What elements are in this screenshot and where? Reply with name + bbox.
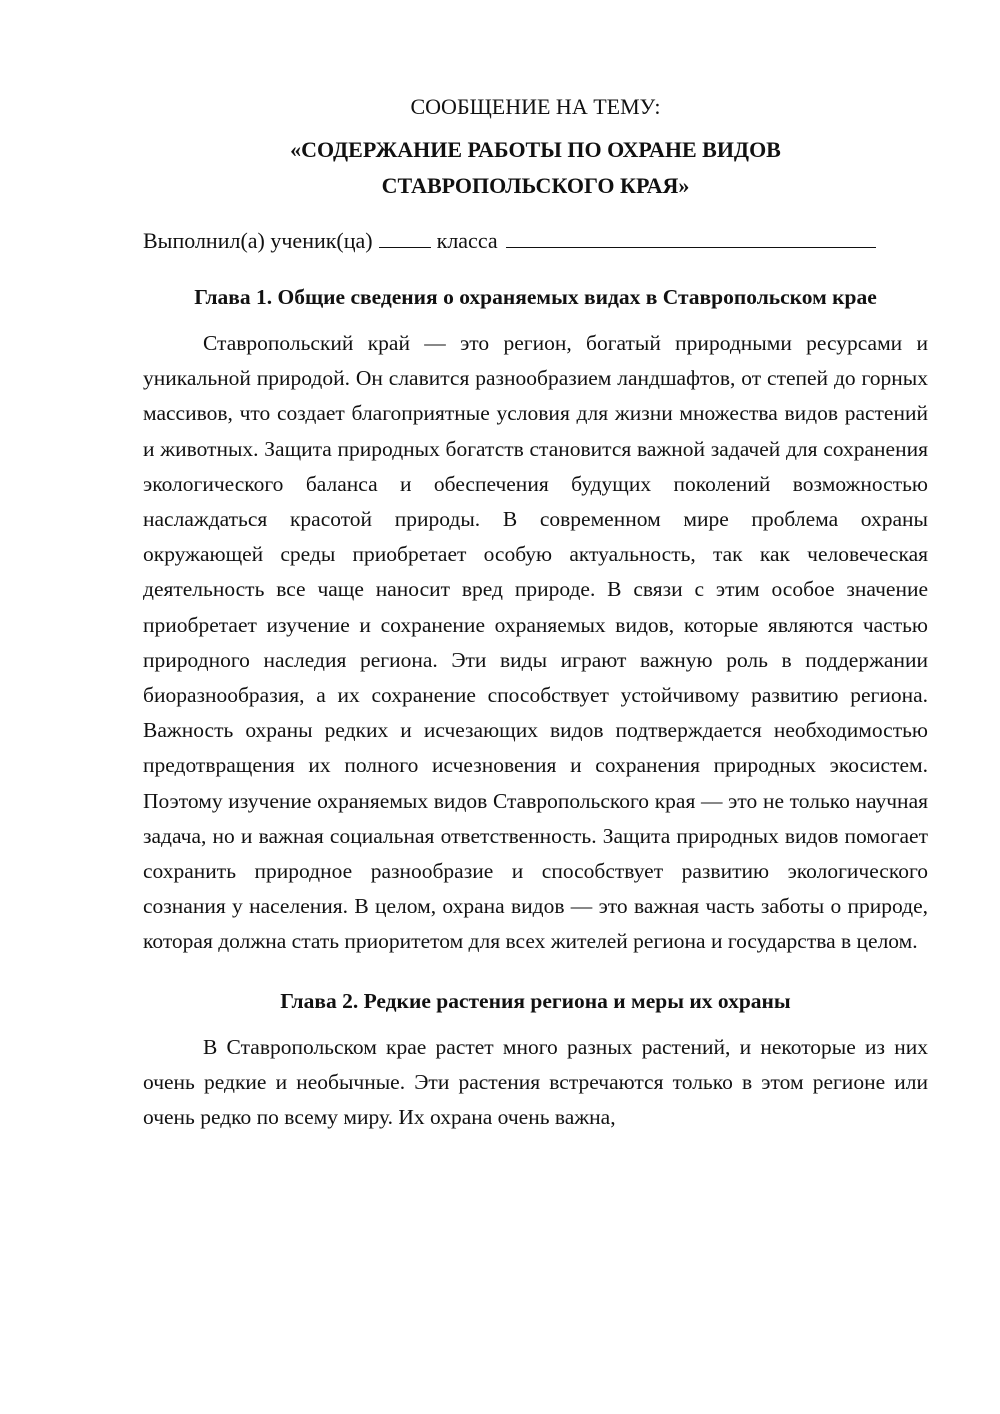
chapter-2-paragraph: В Ставропольском крае растет много разных растений, и некоторые из них очень редкие и необычные. Эти растения встречаются только в этом регионе или очень редко по всему миру. Их охрана очень важна, [143,1034,928,1130]
class-blank [379,227,431,248]
chapter-1-paragraph: Ставропольский край — это регион, богатый природными ресурсами и уникальной природой. Он славится разнообразием ландшафтов, от степей до горных массивов, что создает благоприятные условия для жизни множества видов растений и животных. Защита природных богатств становится важной задачей для сохранения экологического баланса и обеспечения будущих поколений возможностью наслаждаться красотой природы. В современном мире проблема охраны окружающей среды приобретает особую актуальность, так как человеческая деятельность все чаще наносит вред природе. В связи с этим особое значение приобретает изучение и сохранение охраняемых видов, которые являются частью природного наследия региона. Эти виды играют важную роль в поддержании биоразнообразия, а их сохранение способствует устойчивому развитию региона. Важность охраны редких и исчезающих видов подтверждается необходимостью предотвращения их полного исчезновения и сохранения природных экосистем. Поэтому изучение охраняемых видов Ставропольского края — это не только научная задача, но и важная социальная ответственность. Защита природных видов помогает сохранить природное разнообразие и способствует развитию экологического сознания у населения. В целом, охрана видов — это важная часть заботы о природе, которая должна стать приоритетом для всех жителей региона и государства в целом. [143,331,928,954]
chapter-2-heading: Глава 2. Редкие растения региона и меры их охраны [280,988,791,1013]
author-line [143,226,928,256]
chapter-1-heading: Глава 1. Общие сведения о охраняемых видах в Ставропольском крае [194,285,877,309]
document-title [143,132,928,204]
document-header: СООБЩЕНИЕ НА ТЕМУ: [410,94,661,119]
author-prefix: Выполнил(а) ученик(ца) [143,228,373,253]
title-line-1: «СОДЕРЖАНИЕ РАБОТЫ ПО ОХРАНЕ ВИДОВ [290,137,781,162]
title-line-2: СТАВРОПОЛЬСКОГО КРАЯ» [381,173,690,198]
author-class-label: класса [436,228,498,253]
name-blank [506,227,876,248]
document-page [143,92,928,1135]
